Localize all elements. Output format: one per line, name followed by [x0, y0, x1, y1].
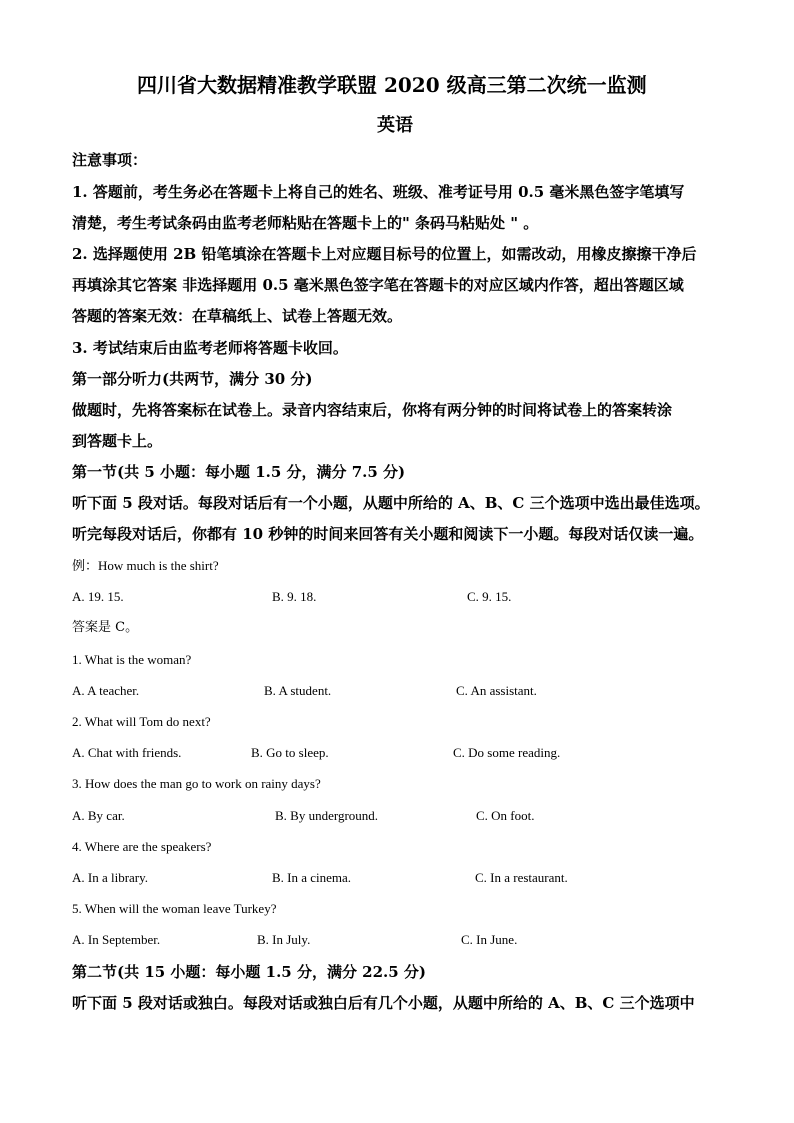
notice-item-3: 3. 考试结束后由监考老师将答题卡收回。 — [72, 339, 348, 357]
example-option-b: B. 9. 18. — [272, 589, 317, 604]
example-option-a: A. 19. 15. — [72, 589, 124, 604]
notice-item-1-line-1: 1. 答题前，考生务必在答题卡上将自己的姓名、班级、准考证号用 0.5 毫米黑色签字笔填写 — [72, 183, 685, 201]
notice-item-2-line-3: 答题的答案无效：在草稿纸上、试卷上答题无效。 — [72, 307, 403, 325]
question-2-option-b: B. Go to sleep. — [251, 745, 329, 760]
section-1-intro-line-1: 听下面 5 段对话。每段对话后有一个小题，从题中所给的 A、B、C 三个选项中选出最佳选项。 — [72, 494, 710, 512]
notice-item-2-line-1: 2. 选择题使用 2B 铅笔填涂在答题卡上对应题目标号的位置上，如需改动，用橡皮擦擦干净后 — [72, 245, 697, 263]
question-2-option-c: C. Do some reading. — [453, 745, 561, 760]
section-2-heading: 第二节(共 15 小题：每小题 1.5 分，满分 22.5 分) — [72, 963, 427, 981]
question-4: 4. Where are the speakers? — [72, 839, 212, 854]
example-answer: 答案是 C。 — [72, 620, 139, 635]
part-1-intro-line-1: 做题时，先将答案标在试卷上。录音内容结束后，你将有两分钟的时间将试卷上的答案转涂 — [72, 401, 673, 419]
question-3-option-c: C. On foot. — [476, 808, 535, 823]
question-3: 3. How does the man go to work on rainy days? — [72, 776, 321, 791]
question-2-option-a: A. Chat with friends. — [72, 745, 182, 760]
notice-item-2-line-2: 再填涂其它答案 非选择题用 0.5 毫米黑色签字笔在答题卡的对应区域内作答，超出答题区域 — [72, 276, 684, 294]
section-2-intro-line-1: 听下面 5 段对话或独白。每段对话或独白后有几个小题，从题中所给的 A、B、C 三个选项中 — [72, 994, 695, 1012]
section-1-intro-line-2: 听完每段对话后，你都有 10 秒钟的时间来回答有关小题和阅读下一小题。每段对话仅读一遍。 — [72, 525, 704, 543]
question-2: 2. What will Tom do next? — [72, 714, 211, 729]
question-3-option-b: B. By underground. — [275, 808, 379, 823]
question-5: 5. When will the woman leave Turkey? — [72, 901, 277, 916]
notice-heading: 注意事项： — [72, 151, 148, 169]
question-5-option-b: B. In July. — [257, 932, 311, 947]
section-1-heading: 第一节(共 5 小题：每小题 1.5 分，满分 7.5 分) — [72, 463, 406, 481]
question-4-option-a: A. In a library. — [72, 870, 149, 885]
question-1: 1. What is the woman? — [72, 652, 192, 667]
subject-title: 英语 — [377, 115, 413, 136]
question-1-option-a: A. A teacher. — [72, 683, 140, 698]
exam-title: 四川省大数据精准教学联盟 2020 级高三第二次统一监测 — [137, 73, 647, 97]
example-option-c: C. 9. 15. — [467, 589, 512, 604]
question-5-option-c: C. In June. — [461, 932, 518, 947]
example-question: 例：How much is the shirt? — [72, 558, 219, 573]
question-1-option-c: C. An assistant. — [456, 683, 537, 698]
question-5-option-a: A. In September. — [72, 932, 161, 947]
part-1-intro-line-2: 到答题卡上。 — [72, 432, 163, 450]
question-4-option-b: B. In a cinema. — [272, 870, 352, 885]
part-1-heading: 第一部分听力(共两节，满分 30 分) — [72, 370, 313, 388]
question-3-option-a: A. By car. — [72, 808, 125, 823]
notice-item-1-line-2: 清楚，考生考试条码由监考老师粘贴在答题卡上的" 条码马粘贴处 " 。 — [72, 214, 539, 232]
question-4-option-c: C. In a restaurant. — [475, 870, 568, 885]
question-1-option-b: B. A student. — [264, 683, 332, 698]
